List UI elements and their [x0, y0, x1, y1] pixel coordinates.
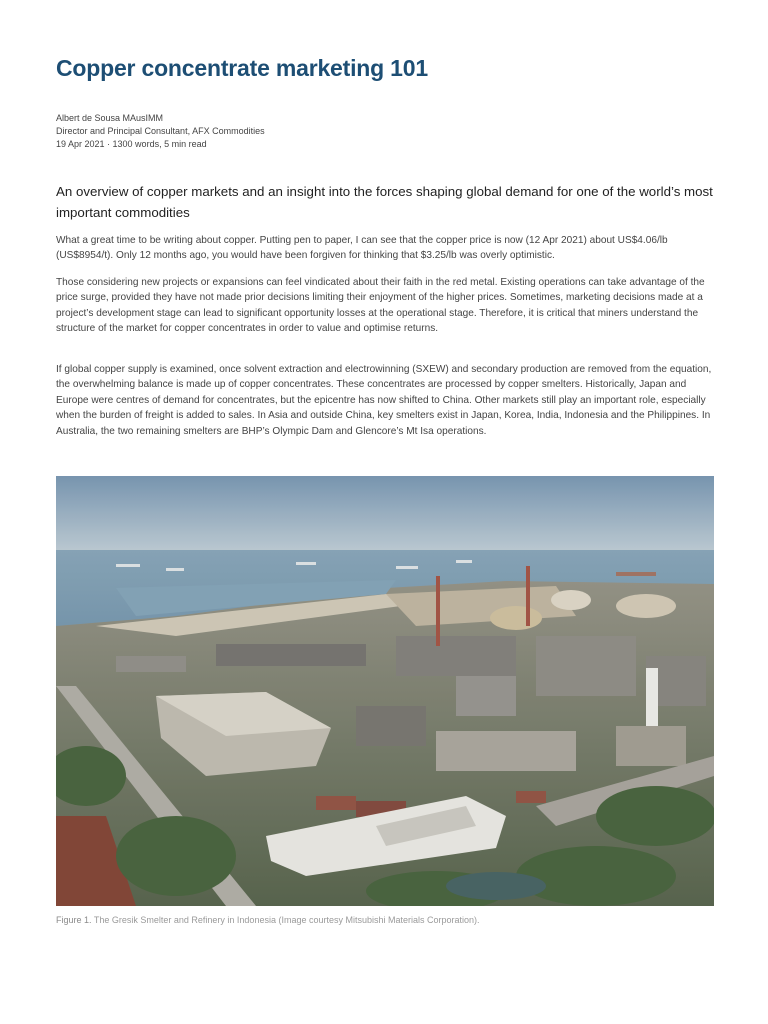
article-title: Copper concentrate marketing 101 [56, 55, 428, 81]
figure-image-smelter [56, 476, 714, 906]
author-role: Director and Principal Consultant, AFX Commodities [56, 126, 265, 136]
article-lead: An overview of copper markets and an insight into the forces shaping global demand for one of the world’s most important commodities [56, 184, 713, 220]
aerial-photo-illustration [56, 476, 714, 906]
figure-label: Figure 1. [56, 915, 92, 925]
author-name[interactable]: Albert de Sousa MAusIMM [56, 113, 164, 123]
paragraph: Those considering new projects or expansions can feel vindicated about their faith in the red metal. Existing operations can take advantage of the price surge, provided they have not made prior decisions limiting their enjoyment of the higher prices. Sometimes, marketing decisions made at a project’s development stage can lead to significant opportunity losses at the operational stage. Therefore, it is critical that miners understand the structure of the market for copper concentrates in order to value and optimise returns. [56, 277, 705, 335]
publish-info: 19 Apr 2021 · 1300 words, 5 min read [56, 139, 207, 149]
paragraph: What a great time to be writing about copper. Putting pen to paper, I can see that the copper price is now (12 Apr 2021) about US$4.06/lb (US$8954/t). Only 12 months ago, you would have been forgiven for thinking that $3.25/lb was overly optimistic. [56, 235, 668, 262]
figure-caption-text: The Gresik Smelter and Refinery in Indonesia (Image courtesy Mitsubishi Materials Corporation). [91, 915, 480, 925]
figure-caption [56, 915, 480, 925]
article-meta [56, 112, 265, 151]
paragraph: If global copper supply is examined, once solvent extraction and electrowinning (SXEW) and secondary production are removed from the equation, the overwhelming balance is made up of copper concentrates. These concentrates are processed by copper smelters. Historically, Japan and Europe were centres of demand for concentrates, but the epicentre has now shifted to China. Other markets still play an important role, especially when the burden of freight is added to sales. In Asia and outside China, key smelters exist in Japan, Korea, India, Indonesia and the Philippines. In Australia, the two remaining smelters are BHP’s Olympic Dam and Glencore’s Mt Isa operations. [56, 364, 712, 437]
